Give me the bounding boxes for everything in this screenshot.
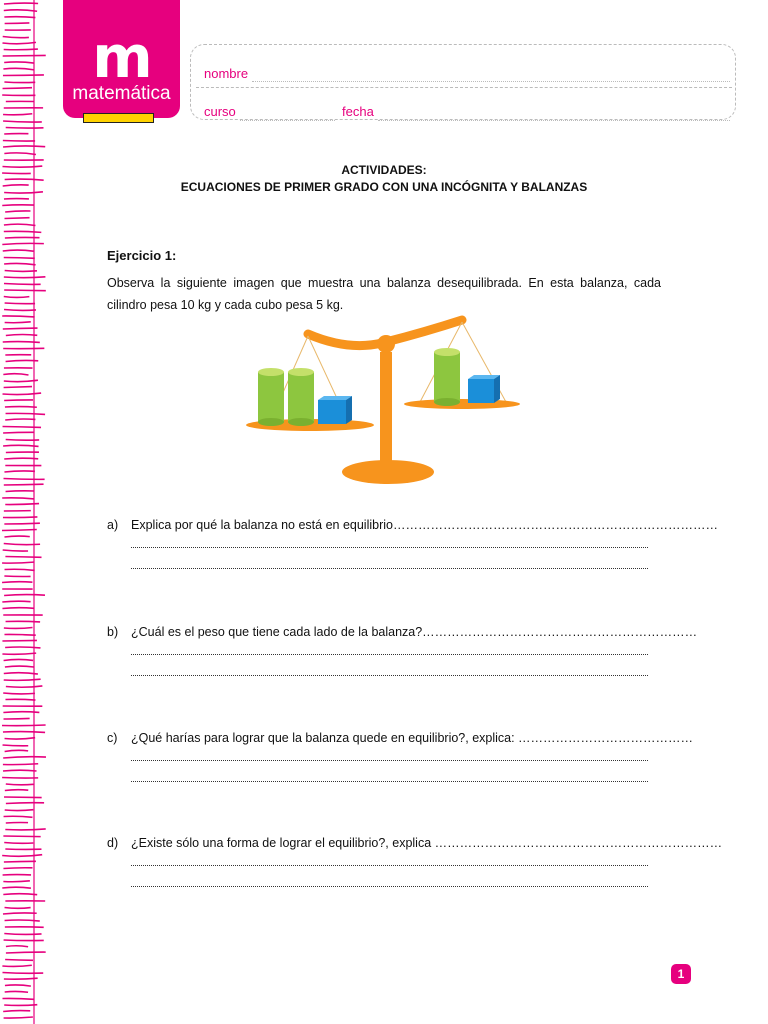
- question-b-text: ¿Cuál es el peso que tiene cada lado de la balanza?…………………………………………………………: [131, 625, 698, 639]
- border-stripe: [3, 836, 40, 837]
- border-stripe: [6, 803, 44, 804]
- border-stripe: [4, 218, 29, 219]
- border-stripe: [5, 908, 31, 909]
- border-stripe: [4, 595, 45, 596]
- border-stripe: [6, 413, 46, 414]
- border-stripe: [2, 205, 34, 206]
- answer-line[interactable]: [131, 865, 648, 866]
- border-stripe: [3, 868, 32, 869]
- right-cube: [468, 375, 500, 403]
- border-stripe: [4, 10, 37, 11]
- answer-line[interactable]: [131, 654, 648, 655]
- border-stripe: [4, 297, 30, 298]
- border-stripe: [3, 88, 32, 89]
- worksheet-title: ACTIVIDADES:: [341, 163, 427, 177]
- border-stripe: [4, 263, 35, 264]
- border-stripe: [4, 387, 32, 388]
- border-stripe: [4, 1005, 37, 1006]
- nombre-label: nombre: [204, 66, 249, 81]
- border-stripe: [3, 757, 46, 758]
- border-stripe: [6, 360, 39, 361]
- border-stripe: [3, 770, 37, 771]
- border-stripe: [5, 829, 45, 830]
- border-stripe: [6, 952, 46, 953]
- border-stripe: [2, 316, 34, 317]
- border-stripe: [2, 562, 33, 563]
- border-stripe: [5, 666, 34, 667]
- border-stripe: [4, 536, 29, 537]
- border-stripe: [3, 745, 29, 746]
- border-stripe: [2, 608, 33, 609]
- border-stripe: [2, 582, 32, 583]
- fecha-field[interactable]: [378, 120, 730, 121]
- border-stripe: [4, 679, 41, 680]
- border-stripe: [4, 978, 38, 979]
- border-stripe: [4, 479, 45, 480]
- left-cylinder-1: [258, 368, 284, 426]
- border-stripe: [3, 894, 37, 895]
- border-stripe: [5, 271, 37, 272]
- curso-label: curso: [204, 104, 236, 119]
- nombre-field[interactable]: [252, 81, 730, 82]
- border-stripe: [3, 141, 35, 142]
- question-a-label: a): [107, 518, 119, 532]
- border-stripe: [4, 634, 35, 635]
- border-stripe: [3, 55, 46, 56]
- border-stripe: [4, 718, 30, 719]
- border-stripe: [4, 224, 36, 225]
- border-stripe: [3, 732, 45, 733]
- left-cylinder-2: [288, 368, 314, 426]
- border-stripe: [4, 797, 42, 798]
- border-stripe: [4, 380, 38, 381]
- logo-accent-bar: [83, 113, 154, 123]
- border-stripe: [2, 973, 43, 974]
- border-stripe: [5, 23, 30, 24]
- worksheet-subtitle: ECUACIONES DE PRIMER GRADO CON UNA INCÓGNITA Y BALANZAS: [180, 180, 588, 194]
- border-stripe: [4, 628, 33, 629]
- brand-logo: [63, 0, 180, 118]
- border-stripe: [4, 544, 40, 545]
- fecha-label: fecha: [342, 104, 374, 119]
- question-c-text: ¿Qué harías para lograr que la balanza quede en equilibrio?, explica: ……………………………………: [131, 731, 694, 745]
- border-stripe: [4, 3, 38, 4]
- border-stripe: [3, 68, 34, 70]
- border-stripe: [4, 49, 38, 50]
- border-stripe: [5, 699, 35, 700]
- border-stripe: [5, 810, 34, 811]
- border-stripe: [4, 1017, 33, 1018]
- border-stripe: [2, 855, 42, 857]
- border-stripe: [3, 37, 29, 38]
- border-stripe: [4, 153, 36, 155]
- scale-post: [380, 352, 392, 470]
- border-stripe: [6, 491, 35, 492]
- border-stripe: [4, 290, 46, 291]
- answer-line[interactable]: [131, 568, 648, 569]
- question-a-text: Explica por qué la balanza no está en equilibrio……………………………………………………………………: [131, 518, 718, 532]
- border-stripe: [3, 427, 41, 428]
- border-stripe: [2, 725, 46, 726]
- student-info-box: [190, 44, 736, 120]
- border-stripe: [4, 231, 41, 232]
- border-stripe: [6, 946, 28, 947]
- border-stripe: [5, 985, 31, 986]
- decorative-border: [0, 0, 50, 1024]
- border-stripe: [3, 250, 34, 251]
- border-stripe: [4, 277, 46, 278]
- border-stripe: [3, 121, 42, 122]
- border-stripe: [3, 114, 32, 115]
- answer-line[interactable]: [131, 547, 648, 548]
- answer-line[interactable]: [131, 675, 648, 676]
- header-divider: [196, 87, 732, 88]
- logo-text: matemática: [72, 83, 171, 104]
- border-stripe: [4, 284, 41, 285]
- answer-line[interactable]: [131, 886, 648, 887]
- border-stripe: [6, 784, 34, 785]
- border-stripe: [5, 790, 28, 791]
- border-stripe: [5, 647, 40, 648]
- border-stripe: [3, 75, 44, 76]
- border-stripe: [3, 374, 28, 375]
- question-c-label: c): [107, 731, 118, 745]
- border-stripe: [4, 458, 38, 459]
- border-stripe: [2, 887, 31, 888]
- border-stripe: [2, 498, 34, 499]
- border-stripe: [2, 42, 36, 43]
- border-stripe: [2, 640, 37, 641]
- border-stripe: [5, 991, 28, 992]
- question-b-label: b): [107, 625, 119, 639]
- logo-letter: m: [92, 23, 151, 91]
- border-stripe: [3, 146, 45, 147]
- border-stripe: [4, 484, 44, 485]
- border-stripe: [4, 843, 33, 844]
- border-stripe: [2, 778, 38, 779]
- border-stripe: [2, 601, 30, 602]
- border-stripe: [5, 322, 31, 323]
- border-stripe: [2, 653, 36, 654]
- right-cylinder: [434, 348, 460, 406]
- border-stripe: [5, 303, 35, 304]
- border-stripe: [2, 998, 33, 999]
- question-d-text: ¿Existe sólo una forma de lograr el equilibrio?, explica ……………………………………………………………: [131, 836, 723, 850]
- border-stripe: [3, 1011, 30, 1012]
- border-stripe: [3, 550, 28, 551]
- border-stripe: [4, 310, 36, 311]
- border-stripe: [4, 673, 38, 674]
- border-stripe: [3, 393, 42, 394]
- border-stripe: [2, 243, 44, 244]
- border-stripe: [4, 17, 35, 18]
- border-stripe: [6, 621, 41, 622]
- border-stripe: [5, 750, 29, 751]
- border-stripe: [6, 686, 43, 687]
- border-stripe: [3, 445, 38, 446]
- border-stripe: [3, 881, 30, 882]
- border-stripe: [5, 419, 35, 420]
- question-d-label: d): [107, 836, 119, 850]
- border-stripe: [5, 569, 35, 570]
- balance-scale-illustration: [240, 312, 530, 492]
- exercise-text: Observa la siguiente imagen que muestra una balanza desequilibrada. En esta balanza, cada cilindro pesa 10 kg y cada cubo pesa 5 kg.: [107, 276, 661, 312]
- border-stripe: [5, 407, 37, 408]
- curso-field[interactable]: [240, 120, 335, 121]
- border-stripe: [4, 400, 33, 401]
- border-stripe: [4, 471, 34, 472]
- right-pan: [404, 399, 520, 409]
- exercise-title: Ejercicio 1:: [107, 248, 177, 263]
- border-stripe: [4, 576, 30, 577]
- border-stripe: [3, 764, 38, 765]
- border-stripe: [4, 940, 44, 941]
- border-stripe: [4, 861, 36, 862]
- page-number-badge: 1: [671, 964, 691, 984]
- border-stripe: [5, 557, 41, 558]
- border-stripe: [3, 693, 35, 694]
- border-stripe: [4, 934, 41, 935]
- answer-line[interactable]: [131, 760, 648, 761]
- border-stripe: [5, 738, 36, 739]
- answer-line[interactable]: [131, 781, 648, 782]
- border-stripe: [3, 517, 37, 518]
- border-stripe: [2, 530, 37, 531]
- border-stripe: [5, 927, 44, 928]
- border-stripe: [6, 335, 37, 336]
- border-stripe: [5, 960, 33, 961]
- border-stripe: [6, 128, 44, 129]
- border-stripe: [4, 816, 33, 817]
- border-stripe: [3, 913, 37, 914]
- scale-pivot: [377, 335, 395, 353]
- border-stripe: [4, 258, 35, 259]
- border-stripe: [2, 965, 31, 966]
- border-stripe: [5, 211, 30, 212]
- border-stripe: [3, 432, 34, 433]
- border-stripe: [4, 82, 35, 83]
- border-stripe: [3, 328, 38, 329]
- border-stripe: [4, 62, 34, 63]
- left-cube: [318, 396, 352, 424]
- border-stripe: [4, 659, 34, 660]
